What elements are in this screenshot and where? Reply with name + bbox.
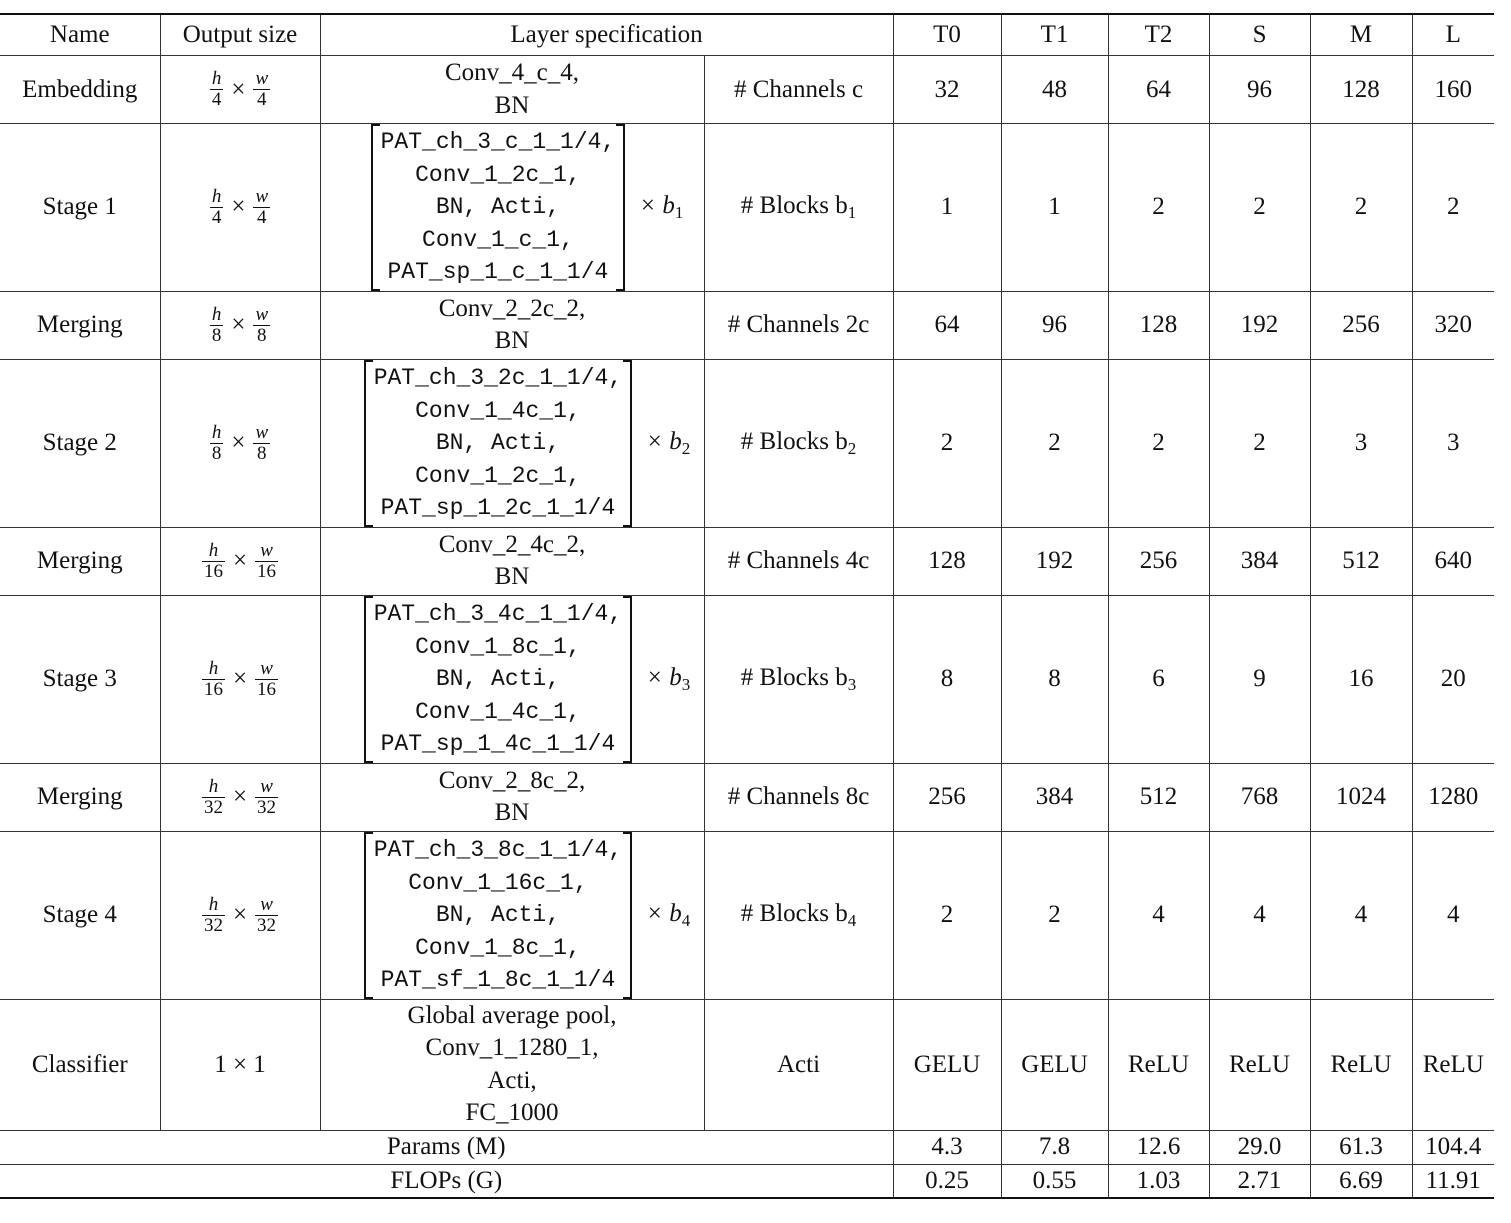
value-cell: 0.25	[893, 1164, 1001, 1198]
param-text: # Blocks b	[740, 428, 848, 456]
spec-line: Conv_1_4c_1,	[415, 397, 581, 424]
value-cell: GELU	[1001, 999, 1108, 1130]
table-row	[0, 124, 1494, 292]
row-name: Merging	[0, 291, 160, 359]
multiplier-subscript: 4	[681, 911, 691, 931]
value-cell: 48	[1001, 56, 1108, 124]
bracket-block	[371, 124, 626, 291]
times-symbol: ×	[232, 547, 248, 575]
layer-spec	[320, 763, 704, 831]
table-row	[0, 291, 1494, 359]
row-name: Embedding	[0, 56, 160, 124]
fraction-denominator: 32	[257, 796, 277, 818]
value-cell: 160	[1412, 56, 1494, 124]
fraction-numerator: w	[255, 895, 278, 916]
value-cell: 384	[1001, 763, 1108, 831]
value-cell: 61.3	[1310, 1130, 1412, 1164]
value-cell: 29.0	[1209, 1130, 1310, 1164]
header-variant: L	[1412, 14, 1494, 56]
value-cell: 256	[1310, 291, 1412, 359]
table-row	[0, 999, 1494, 1130]
spec-line: Acti,	[487, 1066, 537, 1094]
spec-line: BN, Acti,	[435, 666, 561, 693]
layer-spec	[320, 56, 704, 124]
row-name: Stage 4	[0, 831, 160, 999]
spec-line: Conv_1_4c_1,	[415, 698, 581, 725]
param-subscript: 3	[847, 675, 857, 695]
fraction	[253, 423, 270, 464]
layer-spec	[320, 527, 704, 595]
multiplier-subscript: 2	[681, 439, 691, 459]
output-size	[160, 359, 320, 527]
param-text: # Blocks b	[740, 192, 848, 220]
times-symbol: ×	[231, 311, 246, 339]
spec-line: Conv_4_c_4,	[444, 59, 580, 87]
fraction-denominator: 4	[257, 89, 267, 110]
value-cell: 32	[893, 56, 1001, 124]
row-name: Stage 2	[0, 359, 160, 527]
footer-row	[0, 1130, 1494, 1164]
row-name: Stage 1	[0, 124, 160, 292]
fraction	[210, 187, 224, 228]
spec-line: PAT_sf_1_8c_1_1/4	[380, 967, 616, 994]
value-cell: GELU	[893, 999, 1001, 1130]
value-cell: 128	[1108, 291, 1209, 359]
fraction-numerator: w	[255, 186, 269, 208]
fraction	[202, 895, 225, 936]
footer-label: Params (M)	[0, 1130, 893, 1164]
value-cell: 20	[1412, 595, 1494, 763]
value-cell: 2	[893, 359, 1001, 527]
left-bracket	[371, 124, 380, 291]
value-cell: 1	[1001, 124, 1108, 292]
value-cell: 3	[1310, 359, 1412, 527]
value-cell: 4	[1412, 831, 1494, 999]
fraction-numerator: w	[255, 68, 269, 90]
spec-line: Conv_1_c_1,	[422, 226, 574, 253]
value-cell: 64	[893, 291, 1001, 359]
spec-wrap	[351, 360, 704, 527]
output-size	[160, 124, 320, 292]
fraction	[255, 895, 278, 936]
spec-line: Conv_2_8c_2,	[438, 767, 586, 794]
right-bracket	[623, 596, 632, 763]
right-bracket	[623, 832, 632, 999]
value-cell: 4	[1310, 831, 1412, 999]
left-bracket	[364, 832, 373, 999]
table-row	[0, 595, 1494, 763]
spec-line: PAT_sp_1_4c_1_1/4	[380, 731, 616, 758]
header-variant: S	[1209, 14, 1310, 56]
block-multiplier	[646, 899, 690, 931]
fraction	[210, 305, 224, 346]
value-cell: 12.6	[1108, 1130, 1209, 1164]
spec-line: PAT_ch_3_4c_1_1/4,	[373, 600, 623, 627]
param-text: # Blocks b	[740, 664, 848, 692]
value-cell: 1024	[1310, 763, 1412, 831]
bracket-block	[364, 360, 632, 527]
param-text: # Channels 2c	[727, 311, 870, 339]
value-cell: 2	[893, 831, 1001, 999]
header-name: Name	[0, 14, 160, 56]
layer-spec	[320, 831, 704, 999]
spec-line: Conv_1_2c_1,	[415, 462, 581, 489]
param-subscript: 4	[847, 911, 857, 931]
block-multiplier	[639, 191, 683, 223]
param-label	[704, 291, 893, 359]
table-row	[0, 527, 1494, 595]
param-text: Acti	[776, 1050, 821, 1078]
value-cell: 6	[1108, 595, 1209, 763]
value-cell: 2	[1108, 124, 1209, 292]
param-subscript: 2	[847, 439, 857, 459]
value-cell: 1.03	[1108, 1164, 1209, 1198]
output-size-text: 1 × 1	[214, 1050, 266, 1078]
value-cell: 2	[1108, 359, 1209, 527]
fraction-denominator: 32	[203, 914, 223, 936]
param-subscript: 1	[847, 203, 857, 223]
value-cell: ReLU	[1310, 999, 1412, 1130]
times-symbol: ×	[232, 783, 248, 811]
value-cell: 256	[893, 763, 1001, 831]
output-size	[160, 595, 320, 763]
table-row	[0, 763, 1494, 831]
fraction-numerator: w	[255, 304, 269, 326]
fraction-denominator: 16	[257, 678, 277, 700]
value-cell: 4	[1209, 831, 1310, 999]
value-cell: 192	[1001, 527, 1108, 595]
fraction-numerator: h	[202, 659, 225, 680]
times-symbol: ×	[231, 429, 246, 457]
value-cell: 16	[1310, 595, 1412, 763]
value-cell: 512	[1310, 527, 1412, 595]
param-label	[704, 124, 893, 292]
fraction-denominator: 8	[257, 442, 267, 464]
fraction-numerator: w	[255, 422, 269, 444]
value-cell: 4	[1108, 831, 1209, 999]
spec-wrap	[351, 124, 704, 291]
value-cell: 640	[1412, 527, 1494, 595]
fraction-denominator: 32	[203, 796, 223, 818]
param-text: # Blocks b	[740, 900, 848, 928]
fraction-denominator: 4	[211, 206, 222, 228]
multiplier-text: × b	[646, 428, 682, 456]
footer-row	[0, 1164, 1494, 1198]
table-row	[0, 831, 1494, 999]
row-name: Classifier	[0, 999, 160, 1130]
table-row	[0, 56, 1494, 124]
fraction	[202, 777, 225, 818]
bracket-block	[364, 832, 632, 999]
header-variant: M	[1310, 14, 1412, 56]
multiplier-text: × b	[646, 664, 682, 692]
fraction	[255, 541, 278, 582]
param-label	[704, 595, 893, 763]
fraction-numerator: h	[211, 422, 222, 444]
spec-line: Conv_1_16c_1,	[408, 869, 588, 896]
spec-line: PAT_ch_3_8c_1_1/4,	[373, 836, 623, 863]
value-cell: 320	[1412, 291, 1494, 359]
value-cell: 11.91	[1412, 1164, 1494, 1198]
value-cell: 8	[893, 595, 1001, 763]
table-row	[0, 359, 1494, 527]
value-cell: 2	[1001, 359, 1108, 527]
spec-line: PAT_ch_3_c_1_1/4,	[380, 129, 616, 155]
value-cell: ReLU	[1209, 999, 1310, 1130]
fraction-denominator: 8	[211, 442, 222, 464]
value-cell: 3	[1412, 359, 1494, 527]
layer-spec	[320, 999, 704, 1130]
fraction-denominator: 32	[257, 914, 277, 936]
fraction	[255, 777, 278, 818]
value-cell: ReLU	[1412, 999, 1494, 1130]
spec-line: Conv_1_2c_1,	[415, 161, 581, 188]
multiplier-text: × b	[639, 192, 675, 220]
header-variant: T0	[893, 14, 1001, 56]
row-name: Stage 3	[0, 595, 160, 763]
times-symbol: ×	[232, 901, 248, 929]
value-cell: 384	[1209, 527, 1310, 595]
output-size	[160, 763, 320, 831]
value-cell: 2.71	[1209, 1164, 1310, 1198]
header-variant: T1	[1001, 14, 1108, 56]
value-cell: 2	[1001, 831, 1108, 999]
output-size	[160, 831, 320, 999]
fraction-numerator: h	[211, 304, 222, 326]
fraction	[202, 541, 225, 582]
param-label	[704, 999, 893, 1130]
output-size	[160, 56, 320, 124]
architecture-table	[0, 13, 1494, 1199]
spec-line: Conv_2_4c_2,	[438, 531, 586, 559]
fraction-numerator: h	[202, 541, 225, 562]
value-cell: 128	[893, 527, 1001, 595]
value-cell: 4.3	[893, 1130, 1001, 1164]
spec-line: BN, Acti,	[435, 194, 561, 221]
value-cell: 2	[1412, 124, 1494, 292]
spec-line: PAT_ch_3_2c_1_1/4,	[373, 364, 623, 391]
value-cell: 1	[893, 124, 1001, 292]
block-multiplier	[646, 663, 690, 695]
footer-label: FLOPs (G)	[0, 1164, 893, 1198]
fraction-numerator: w	[255, 777, 278, 798]
times-symbol: ×	[231, 193, 246, 221]
times-symbol: ×	[231, 75, 246, 103]
output-size	[160, 291, 320, 359]
value-cell: 96	[1209, 56, 1310, 124]
spec-line: FC_1000	[465, 1099, 559, 1127]
value-cell: 64	[1108, 56, 1209, 124]
value-cell: 768	[1209, 763, 1310, 831]
output-size	[160, 999, 320, 1130]
header-layer-spec: Layer specification	[320, 14, 893, 56]
param-text: # Channels c	[733, 75, 864, 103]
fraction-denominator: 16	[203, 560, 223, 582]
spec-line: BN	[494, 563, 530, 591]
value-cell: 2	[1310, 124, 1412, 292]
fraction-numerator: h	[202, 777, 225, 798]
layer-spec	[320, 124, 704, 292]
fraction-denominator: 16	[257, 560, 277, 582]
value-cell: 128	[1310, 56, 1412, 124]
value-cell: 104.4	[1412, 1130, 1494, 1164]
value-cell: 6.69	[1310, 1164, 1412, 1198]
fraction-denominator: 16	[203, 678, 223, 700]
value-cell: 256	[1108, 527, 1209, 595]
right-bracket	[623, 360, 632, 527]
layer-spec	[320, 291, 704, 359]
spec-line: PAT_sp_1_2c_1_1/4	[380, 495, 616, 522]
spec-line: BN	[494, 327, 530, 355]
fraction	[253, 69, 270, 110]
spec-wrap	[351, 596, 704, 763]
layer-spec	[320, 359, 704, 527]
value-cell: 0.55	[1001, 1164, 1108, 1198]
value-cell: 512	[1108, 763, 1209, 831]
left-bracket	[364, 596, 373, 763]
fraction	[210, 423, 224, 464]
param-label	[704, 527, 893, 595]
multiplier-subscript: 3	[681, 675, 691, 695]
block-multiplier	[646, 427, 690, 459]
spec-line: BN	[494, 799, 530, 827]
spec-line: Conv_1_8c_1,	[415, 633, 581, 660]
header-row	[0, 14, 1494, 56]
fraction	[202, 659, 225, 700]
fraction-numerator: h	[211, 68, 222, 90]
value-cell: ReLU	[1108, 999, 1209, 1130]
param-label	[704, 56, 893, 124]
value-cell: 2	[1209, 124, 1310, 292]
value-cell: 96	[1001, 291, 1108, 359]
spec-line: BN	[494, 91, 530, 119]
fraction-numerator: h	[211, 186, 222, 208]
spec-line: Conv_1_1280_1,	[425, 1034, 599, 1062]
spec-wrap	[351, 832, 704, 999]
value-cell: 7.8	[1001, 1130, 1108, 1164]
value-cell: 8	[1001, 595, 1108, 763]
row-name: Merging	[0, 527, 160, 595]
output-size	[160, 527, 320, 595]
param-label	[704, 359, 893, 527]
layer-spec	[320, 595, 704, 763]
bracket-block	[364, 596, 632, 763]
multiplier-subscript: 1	[674, 203, 684, 223]
param-text: # Channels 4c	[727, 547, 870, 575]
fraction	[210, 69, 224, 110]
spec-line: BN, Acti,	[435, 430, 561, 457]
spec-line: Conv_1_8c_1,	[415, 934, 581, 961]
header-output-size: Output size	[160, 14, 320, 56]
row-name: Merging	[0, 763, 160, 831]
right-bracket	[616, 124, 625, 291]
fraction-numerator: w	[255, 541, 278, 562]
spec-line: Global average pool,	[407, 1001, 617, 1029]
param-text: # Channels 8c	[727, 783, 870, 811]
fraction	[253, 305, 270, 346]
fraction	[255, 659, 278, 700]
value-cell: 192	[1209, 291, 1310, 359]
left-bracket	[364, 360, 373, 527]
value-cell: 9	[1209, 595, 1310, 763]
header-variant: T2	[1108, 14, 1209, 56]
fraction-denominator: 8	[211, 324, 222, 346]
value-cell: 1280	[1412, 763, 1494, 831]
spec-line: PAT_sp_1_c_1_1/4	[387, 259, 609, 286]
fraction-denominator: 4	[211, 89, 222, 110]
fraction-numerator: w	[255, 659, 278, 680]
times-symbol: ×	[232, 665, 248, 693]
fraction-numerator: h	[202, 895, 225, 916]
fraction-denominator: 4	[257, 206, 267, 228]
fraction	[253, 187, 270, 228]
value-cell: 2	[1209, 359, 1310, 527]
param-label	[704, 763, 893, 831]
spec-line: Conv_2_2c_2,	[438, 295, 586, 323]
param-label	[704, 831, 893, 999]
spec-line: BN, Acti,	[435, 902, 561, 929]
multiplier-text: × b	[646, 900, 682, 928]
fraction-denominator: 8	[257, 324, 267, 346]
